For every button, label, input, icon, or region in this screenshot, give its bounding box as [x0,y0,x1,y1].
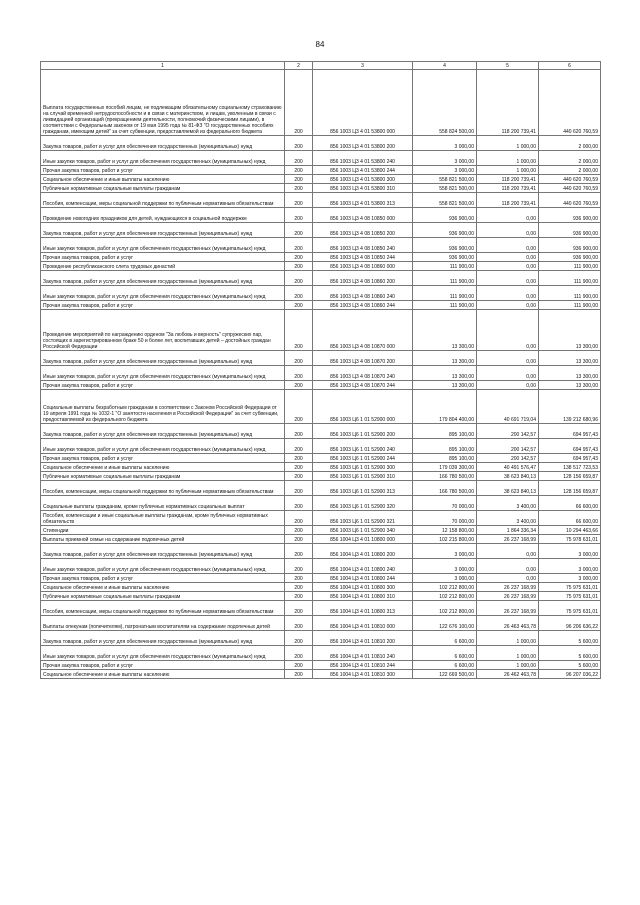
row-remaining: 936 900,00 [539,238,601,253]
row-budget-code: 856 1003 Ц6 1 01 52900 340 [313,526,413,535]
row-remaining: 75 978 631,01 [539,535,601,544]
row-budget-code: 856 1003 Ц3 4 08 10870 240 [313,366,413,381]
row-executed: 0,00 [477,544,539,559]
row-admin-code: 200 [285,454,313,463]
budget-table [40,61,601,679]
row-executed: 0,00 [477,208,539,223]
row-budget-code: 856 1003 Ц3 4 01 53800 240 [313,151,413,166]
row-remaining: 13 300,00 [539,366,601,381]
row-admin-code: 200 [285,166,313,175]
row-admin-code: 200 [285,184,313,193]
table-row [41,301,601,310]
row-approved: 179 039 300,00 [413,463,477,472]
row-admin-code: 200 [285,496,313,511]
row-remaining: 2 000,00 [539,166,601,175]
row-executed: 200 142,57 [477,439,539,454]
row-budget-code: 856 1004 Ц3 4 01 10800 313 [313,601,413,616]
row-approved: 102 212 800,00 [413,583,477,592]
row-budget-code: 856 1003 Ц3 4 08 10860 240 [313,286,413,301]
row-name: Публичные нормативные социальные выплаты гражданам [41,592,285,601]
row-budget-code: 856 1003 Ц3 4 01 53800 313 [313,193,413,208]
row-remaining: 440 620 760,59 [539,193,601,208]
row-remaining: 138 517 723,53 [539,463,601,472]
row-remaining: 10 294 463,66 [539,526,601,535]
row-budget-code: 856 1004 Ц3 4 01 10810 000 [313,616,413,631]
row-executed: 118 200 739,41 [477,175,539,184]
row-remaining: 13 300,00 [539,351,601,366]
row-admin-code: 200 [285,481,313,496]
row-budget-code: 856 1004 Ц3 4 01 10800 200 [313,544,413,559]
row-name: Выплаты приемной семье на содержание подопечных детей [41,535,285,544]
table-row [41,70,601,136]
row-budget-code: 856 1003 Ц6 1 01 52900 000 [313,390,413,424]
row-executed: 0,00 [477,262,539,271]
row-budget-code: 856 1003 Ц3 4 08 10850 240 [313,238,413,253]
row-admin-code: 200 [285,136,313,151]
row-approved: 70 000,00 [413,511,477,526]
row-approved: 102 212 800,00 [413,592,477,601]
row-executed: 40 491 576,47 [477,463,539,472]
row-budget-code: 856 1004 Ц3 4 01 10800 310 [313,592,413,601]
row-remaining: 139 212 680,96 [539,390,601,424]
table-row [41,535,601,544]
row-budget-code: 856 1003 Ц3 4 08 10870 244 [313,381,413,390]
table-row [41,223,601,238]
table-row [41,271,601,286]
row-budget-code: 856 1004 Ц3 4 01 10800 000 [313,535,413,544]
row-remaining: 2 000,00 [539,151,601,166]
row-executed: 3 400,00 [477,511,539,526]
row-admin-code: 200 [285,390,313,424]
row-name: Закупка товаров, работ и услуг для обеспечения государственных (муниципальных) нужд [41,631,285,646]
row-name: Иные закупки товаров, работ и услуг для обеспечения государственных (муниципальных) нужд [41,439,285,454]
column-header: 6 [539,62,601,70]
row-approved: 102 212 800,00 [413,601,477,616]
row-remaining: 96 207 036,22 [539,670,601,679]
table-row [41,381,601,390]
table-row [41,366,601,381]
row-remaining: 75 975 631,01 [539,583,601,592]
row-name: Социальное обеспечение и иные выплаты населению [41,670,285,679]
row-executed: 26 463 463,78 [477,616,539,631]
row-admin-code: 200 [285,511,313,526]
row-budget-code: 856 1003 Ц3 4 01 53800 244 [313,166,413,175]
row-budget-code: 856 1003 Ц6 1 01 52900 300 [313,463,413,472]
row-executed: 1 000,00 [477,151,539,166]
row-admin-code: 200 [285,223,313,238]
row-admin-code: 200 [285,301,313,310]
row-remaining: 936 900,00 [539,253,601,262]
row-admin-code: 200 [285,208,313,223]
table-row [41,310,601,351]
row-name: Закупка товаров, работ и услуг для обеспечения государственных (муниципальных) нужд [41,223,285,238]
row-executed: 26 237 168,99 [477,592,539,601]
row-name: Прочая закупка товаров, работ и услуг [41,661,285,670]
row-approved: 3 000,00 [413,166,477,175]
row-budget-code: 856 1004 Ц3 4 01 10810 200 [313,631,413,646]
row-executed: 38 623 840,13 [477,481,539,496]
column-header: 5 [477,62,539,70]
row-remaining: 3 000,00 [539,544,601,559]
row-admin-code: 200 [285,70,313,136]
table-row [41,286,601,301]
row-admin-code: 200 [285,559,313,574]
row-executed: 40 691 719,04 [477,390,539,424]
row-name: Прочая закупка товаров, работ и услуг [41,574,285,583]
row-name: Социальные выплаты безработным гражданам в соответствии с Законом Российской Федерации от 19 апреля 1991 года № 1032-1 "О занятости населения в Российской Федерации" за счет субвенции, предоставляемой из федерального бюджета [41,390,285,424]
row-budget-code: 856 1004 Ц3 4 01 10810 244 [313,661,413,670]
row-executed: 1 864 336,34 [477,526,539,535]
row-name: Пособия, компенсации и иные социальные выплаты гражданам, кроме публичных нормативных обязательств [41,511,285,526]
row-remaining: 694 957,43 [539,439,601,454]
row-approved: 3 000,00 [413,544,477,559]
row-admin-code: 200 [285,574,313,583]
row-name: Прочая закупка товаров, работ и услуг [41,381,285,390]
row-remaining: 5 600,00 [539,631,601,646]
row-budget-code: 856 1003 Ц3 4 08 10850 200 [313,223,413,238]
row-admin-code: 200 [285,601,313,616]
row-admin-code: 200 [285,661,313,670]
row-budget-code: 856 1003 Ц3 4 08 10860 244 [313,301,413,310]
table-row [41,253,601,262]
row-admin-code: 200 [285,544,313,559]
row-budget-code: 856 1004 Ц3 4 01 10800 300 [313,583,413,592]
row-executed: 26 237 168,99 [477,535,539,544]
row-admin-code: 200 [285,424,313,439]
table-row [41,559,601,574]
row-approved: 13 300,00 [413,351,477,366]
row-name: Иные закупки товаров, работ и услуг для обеспечения государственных (муниципальных) нужд [41,559,285,574]
row-name: Публичные нормативные социальные выплаты гражданам [41,472,285,481]
row-admin-code: 200 [285,463,313,472]
row-executed: 1 000,00 [477,631,539,646]
column-header: 3 [313,62,413,70]
row-budget-code: 856 1003 Ц6 1 01 52900 240 [313,439,413,454]
row-remaining: 936 900,00 [539,223,601,238]
row-name: Проведение мероприятий по награждению орденом "За любовь и верность" супружеских пар, состоящих в зарегистрированном браке 50 и более лет, воспитавших детей – достойных граждан Российской Федерации [41,310,285,351]
row-approved: 3 000,00 [413,136,477,151]
row-executed: 38 623 840,13 [477,472,539,481]
row-approved: 895 100,00 [413,424,477,439]
table-row [41,526,601,535]
row-executed: 26 237 168,99 [477,601,539,616]
row-budget-code: 856 1003 Ц3 4 01 53800 300 [313,175,413,184]
row-remaining: 13 300,00 [539,310,601,351]
row-approved: 6 600,00 [413,646,477,661]
row-approved: 122 676 100,00 [413,616,477,631]
table-row [41,616,601,631]
table-row [41,424,601,439]
row-approved: 102 215 800,00 [413,535,477,544]
row-approved: 179 804 400,00 [413,390,477,424]
row-name: Прочая закупка товаров, работ и услуг [41,253,285,262]
row-name: Закупка товаров, работ и услуг для обеспечения государственных (муниципальных) нужд [41,136,285,151]
row-admin-code: 200 [285,175,313,184]
row-approved: 111 900,00 [413,301,477,310]
row-budget-code: 856 1003 Ц3 4 08 10850 244 [313,253,413,262]
row-name: Социальное обеспечение и иные выплаты населению [41,583,285,592]
row-remaining: 694 957,43 [539,454,601,463]
row-name: Социальное обеспечение и иные выплаты населению [41,175,285,184]
row-remaining: 128 156 659,87 [539,481,601,496]
table-row [41,136,601,151]
row-approved: 558 821 500,00 [413,175,477,184]
column-header: 1 [41,62,285,70]
row-admin-code: 200 [285,286,313,301]
row-admin-code: 200 [285,262,313,271]
row-admin-code: 200 [285,592,313,601]
row-executed: 118 200 739,41 [477,193,539,208]
row-executed: 1 000,00 [477,136,539,151]
table-row [41,481,601,496]
row-name: Выплаты опекунам (попечителям), патронатным воспитателям на содержание подопечных детей [41,616,285,631]
row-name: Закупка товаров, работ и услуг для обеспечения государственных (муниципальных) нужд [41,544,285,559]
row-name: Проведение новогодних праздников для детей, нуждающихся в социальной поддержке [41,208,285,223]
row-admin-code: 200 [285,310,313,351]
row-name: Закупка товаров, работ и услуг для обеспечения государственных (муниципальных) нужд [41,424,285,439]
column-header: 4 [413,62,477,70]
row-name: Иные закупки товаров, работ и услуг для обеспечения государственных (муниципальных) нужд [41,238,285,253]
row-remaining: 111 900,00 [539,262,601,271]
row-budget-code: 856 1004 Ц3 4 01 10810 300 [313,670,413,679]
row-name: Выплата государственных пособий лицам, не подлежащим обязательному социальному страхованию на случай временной нетрудоспособности и в связи с материнством, и лицам, уволенным в связи с ликвидацией организаций (прекращением деятельности, полномочий физическими лицами), в соответствии с Федеральным законом от 19 мая 1995 года № 81-ФЗ "О государственных пособиях гражданам, имеющим детей" за счет субвенции, предоставляемой из федерального бюджета [41,70,285,136]
column-header: 2 [285,62,313,70]
page-number: 84 [315,40,325,49]
row-executed: 0,00 [477,223,539,238]
row-remaining: 96 206 636,22 [539,616,601,631]
row-name: Прочая закупка товаров, работ и услуг [41,166,285,175]
row-name: Прочая закупка товаров, работ и услуг [41,301,285,310]
row-executed: 26 462 463,78 [477,670,539,679]
row-admin-code: 200 [285,151,313,166]
table-row [41,175,601,184]
row-executed: 0,00 [477,286,539,301]
row-name: Иные закупки товаров, работ и услуг для обеспечения государственных (муниципальных) нужд [41,646,285,661]
table-header-row [41,62,601,70]
table-row [41,238,601,253]
row-name: Иные закупки товаров, работ и услуг для обеспечения государственных (муниципальных) нужд [41,286,285,301]
row-approved: 936 900,00 [413,238,477,253]
row-approved: 936 900,00 [413,208,477,223]
row-name: Пособия, компенсации, меры социальной поддержки по публичным нормативным обязательствам [41,481,285,496]
table-row [41,583,601,592]
row-admin-code: 200 [285,670,313,679]
row-executed: 0,00 [477,366,539,381]
row-admin-code: 200 [285,535,313,544]
row-budget-code: 856 1004 Ц3 4 01 10800 240 [313,559,413,574]
row-executed: 1 000,00 [477,166,539,175]
row-approved: 111 900,00 [413,271,477,286]
table-row [41,574,601,583]
row-admin-code: 200 [285,646,313,661]
row-remaining: 3 000,00 [539,574,601,583]
row-approved: 111 900,00 [413,262,477,271]
row-executed: 118 200 739,41 [477,70,539,136]
row-approved: 13 300,00 [413,366,477,381]
table-row [41,631,601,646]
row-executed: 0,00 [477,310,539,351]
row-remaining: 5 600,00 [539,646,601,661]
row-executed: 0,00 [477,381,539,390]
row-budget-code: 856 1004 Ц3 4 01 10800 244 [313,574,413,583]
table-row [41,592,601,601]
row-executed: 0,00 [477,238,539,253]
row-executed: 0,00 [477,351,539,366]
row-approved: 70 000,00 [413,496,477,511]
table-row [41,544,601,559]
table-row [41,463,601,472]
table-row [41,472,601,481]
table-row [41,193,601,208]
row-remaining: 440 620 760,59 [539,184,601,193]
row-remaining: 75 975 631,01 [539,592,601,601]
row-budget-code: 856 1003 Ц3 4 08 10870 200 [313,351,413,366]
row-executed: 0,00 [477,559,539,574]
row-admin-code: 200 [285,631,313,646]
row-remaining: 440 620 760,59 [539,175,601,184]
row-executed: 0,00 [477,574,539,583]
row-executed: 0,00 [477,301,539,310]
row-remaining: 5 600,00 [539,661,601,670]
row-remaining: 128 156 659,87 [539,472,601,481]
row-admin-code: 200 [285,472,313,481]
table-row [41,151,601,166]
row-approved: 166 780 500,00 [413,472,477,481]
row-admin-code: 200 [285,238,313,253]
row-executed: 200 142,57 [477,454,539,463]
row-approved: 558 821 500,00 [413,193,477,208]
row-budget-code: 856 1003 Ц6 1 01 52900 320 [313,496,413,511]
table-row [41,166,601,175]
table-row [41,351,601,366]
row-budget-code: 856 1003 Ц3 4 01 53800 200 [313,136,413,151]
row-budget-code: 856 1003 Ц6 1 01 52900 321 [313,511,413,526]
row-approved: 3 000,00 [413,559,477,574]
row-budget-code: 856 1003 Ц6 1 01 52900 313 [313,481,413,496]
row-executed: 200 142,57 [477,424,539,439]
row-approved: 936 900,00 [413,253,477,262]
row-budget-code: 856 1003 Ц3 4 08 10870 000 [313,310,413,351]
row-name: Пособия, компенсации, меры социальной поддержки по публичным нормативным обязательствам [41,601,285,616]
row-admin-code: 200 [285,616,313,631]
row-name: Проведение республиканского слета трудовых династий [41,262,285,271]
table-row [41,496,601,511]
row-name: Социальное обеспечение и иные выплаты населению [41,463,285,472]
row-admin-code: 200 [285,381,313,390]
row-admin-code: 200 [285,439,313,454]
row-admin-code: 200 [285,366,313,381]
row-approved: 895 100,00 [413,439,477,454]
row-admin-code: 200 [285,193,313,208]
row-approved: 13 300,00 [413,310,477,351]
row-executed: 0,00 [477,253,539,262]
row-approved: 895 100,00 [413,454,477,463]
row-approved: 122 669 500,00 [413,670,477,679]
row-budget-code: 856 1003 Ц3 4 08 10860 200 [313,271,413,286]
row-budget-code: 856 1003 Ц3 4 08 10860 000 [313,262,413,271]
row-approved: 166 780 500,00 [413,481,477,496]
row-name: Социальные выплаты гражданам, кроме публичных нормативных социальных выплат [41,496,285,511]
row-budget-code: 856 1003 Ц6 1 01 52900 200 [313,424,413,439]
row-approved: 13 300,00 [413,381,477,390]
row-remaining: 66 600,00 [539,511,601,526]
row-remaining: 111 900,00 [539,286,601,301]
row-name: Публичные нормативные социальные выплаты гражданам [41,184,285,193]
row-executed: 1 000,00 [477,661,539,670]
table-row [41,184,601,193]
row-admin-code: 200 [285,583,313,592]
row-name: Закупка товаров, работ и услуг для обеспечения государственных (муниципальных) нужд [41,271,285,286]
row-name: Иные закупки товаров, работ и услуг для обеспечения государственных (муниципальных) нужд [41,366,285,381]
row-remaining: 936 900,00 [539,208,601,223]
row-budget-code: 856 1003 Ц6 1 01 52900 310 [313,472,413,481]
row-admin-code: 200 [285,526,313,535]
row-admin-code: 200 [285,271,313,286]
row-approved: 936 900,00 [413,223,477,238]
row-remaining: 13 300,00 [539,381,601,390]
table-row [41,208,601,223]
table-row [41,646,601,661]
table-row [41,454,601,463]
row-name: Пособия, компенсации, меры социальной поддержки по публичным нормативным обязательствам [41,193,285,208]
row-budget-code: 856 1004 Ц3 4 01 10810 240 [313,646,413,661]
row-executed: 3 400,00 [477,496,539,511]
row-remaining: 2 000,00 [539,136,601,151]
row-approved: 6 600,00 [413,661,477,670]
row-admin-code: 200 [285,253,313,262]
row-remaining: 3 000,00 [539,559,601,574]
row-approved: 3 000,00 [413,574,477,583]
row-name: Закупка товаров, работ и услуг для обеспечения государственных (муниципальных) нужд [41,351,285,366]
row-budget-code: 856 1003 Ц6 1 01 52900 244 [313,454,413,463]
row-remaining: 694 957,43 [539,424,601,439]
row-name: Иные закупки товаров, работ и услуг для обеспечения государственных (муниципальных) нужд [41,151,285,166]
row-remaining: 66 600,00 [539,496,601,511]
table-row [41,439,601,454]
row-executed: 26 237 168,99 [477,583,539,592]
row-approved: 111 900,00 [413,286,477,301]
table-row [41,670,601,679]
row-approved: 6 600,00 [413,631,477,646]
row-approved: 558 821 500,00 [413,184,477,193]
row-budget-code: 856 1003 Ц3 4 01 53800 000 [313,70,413,136]
row-budget-code: 856 1003 Ц3 4 01 53800 310 [313,184,413,193]
row-executed: 118 200 739,41 [477,184,539,193]
row-name: Прочая закупка товаров, работ и услуг [41,454,285,463]
row-approved: 3 000,00 [413,151,477,166]
row-approved: 558 824 500,00 [413,70,477,136]
row-executed: 0,00 [477,271,539,286]
table-row [41,511,601,526]
row-remaining: 111 900,00 [539,271,601,286]
row-executed: 1 000,00 [477,646,539,661]
table-row [41,262,601,271]
row-name: Стипендии [41,526,285,535]
row-admin-code: 200 [285,351,313,366]
row-remaining: 440 620 760,59 [539,70,601,136]
row-approved: 12 158 800,00 [413,526,477,535]
table-row [41,661,601,670]
table-row [41,390,601,424]
row-remaining: 111 900,00 [539,301,601,310]
row-remaining: 75 975 631,01 [539,601,601,616]
table-row [41,601,601,616]
row-budget-code: 856 1003 Ц3 4 08 10850 000 [313,208,413,223]
